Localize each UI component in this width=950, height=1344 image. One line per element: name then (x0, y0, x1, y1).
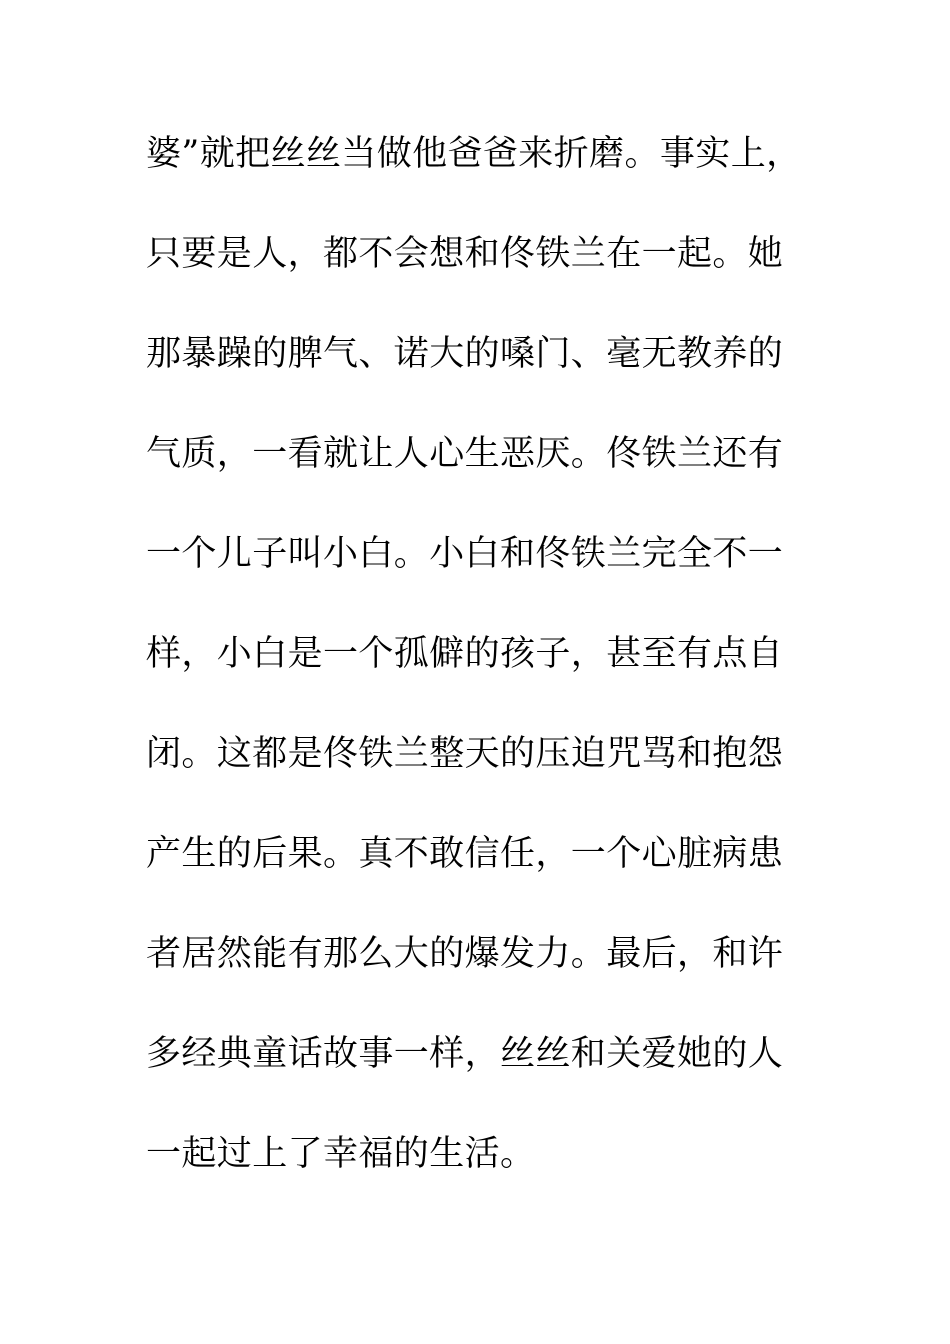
body-text-line: 产生的后果。真不敢信任，一个心脏病患 (146, 834, 784, 874)
body-text-line: 只要是人，都不会想和佟铁兰在一起。她 (146, 234, 784, 274)
body-text-line: 气质，一看就让人心生恶厌。佟铁兰还有 (146, 434, 784, 474)
body-text-line: 样，小白是一个孤僻的孩子，甚至有点自 (146, 634, 784, 674)
body-text-line: 闭。这都是佟铁兰整天的压迫咒骂和抱怨 (146, 734, 784, 774)
body-text-line: 一个儿子叫小白。小白和佟铁兰完全不一 (146, 534, 784, 574)
body-text-line: 者居然能有那么大的爆发力。最后，和许 (146, 934, 784, 974)
body-text-line: 一起过上了幸福的生活。 (146, 1134, 536, 1174)
body-text-line: 婆”就把丝丝当做他爸爸来折磨。事实上， (146, 134, 802, 174)
body-text-line: 那暴躁的脾气、诺大的嗓门、毫无教养的 (146, 334, 784, 374)
body-text-line: 多经典童话故事一样，丝丝和关爱她的人 (146, 1034, 784, 1074)
